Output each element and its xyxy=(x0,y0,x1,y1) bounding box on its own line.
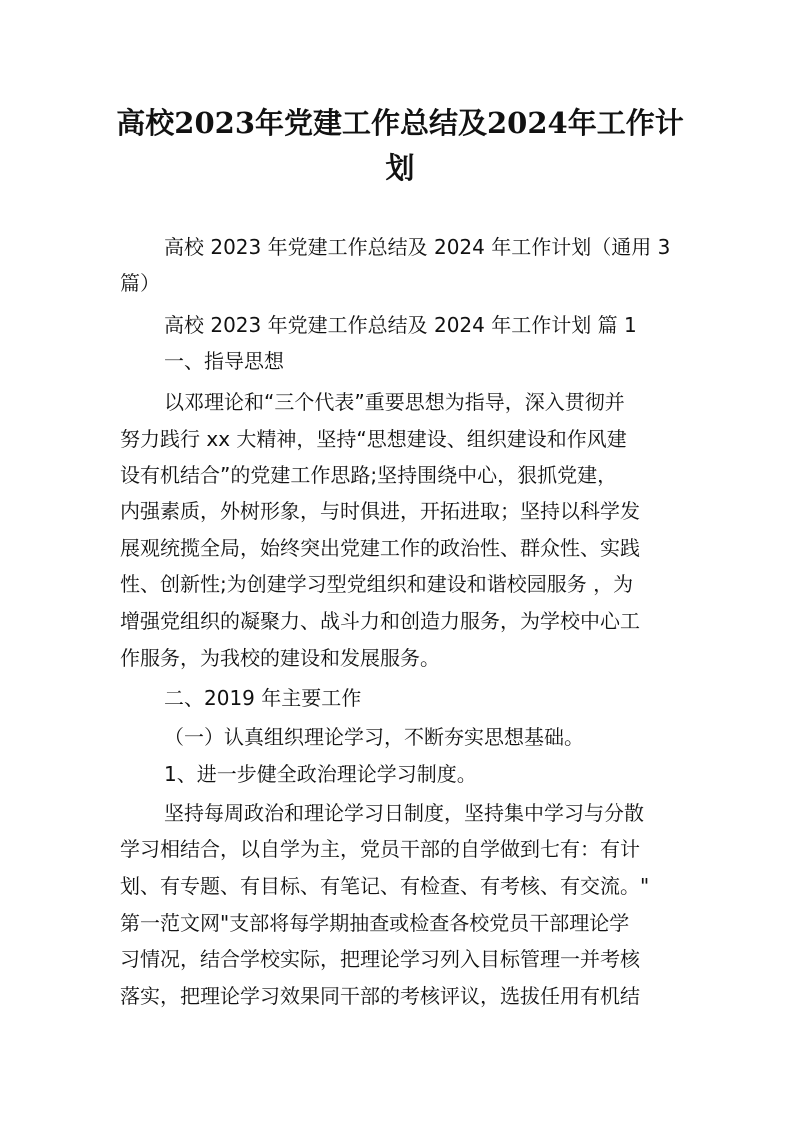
text-line: 性、创新性;为创建学习型党组织和建设和谐校园服务 ，为 xyxy=(120,572,634,596)
text-line: 努力践行 xx 大精神，坚持“思想建设、组织建设和作风建 xyxy=(120,427,627,451)
text-line: 作服务，为我校的建设和发展服务。 xyxy=(120,646,440,670)
text-line: 高校 2023 年党建工作总结及 2024 年工作计划 篇 1 xyxy=(164,313,637,337)
text-line: 高校 2023 年党建工作总结及 2024 年工作计划（通用 3 xyxy=(164,235,671,259)
text-line: 篇） xyxy=(120,271,160,295)
text-line: 坚持每周政治和理论学习日制度，坚持集中学习与分散 xyxy=(164,801,644,825)
text-line: 以邓理论和“三个代表”重要思想为指导，深入贯彻并 xyxy=(164,390,625,414)
text-line: 展观统揽全局，始终突出党建工作的政治性、群众性、实践 xyxy=(120,536,640,560)
text-line: 习情况，结合学校实际，把理论学习列入目标管理一并考核 xyxy=(120,947,640,971)
section-heading: 二、2019 年主要工作 xyxy=(164,686,362,710)
section-heading: 一、指导思想 xyxy=(164,349,284,373)
document-title-continued: 划 xyxy=(385,151,415,185)
text-line: 增强党组织的凝聚力、战斗力和创造力服务，为学校中心工 xyxy=(120,609,640,633)
text-line: 设有机结合”的党建工作思路;坚持围绕中心，狠抓党建， xyxy=(120,463,618,487)
text-line: 划、有专题、有目标、有笔记、有检查、有考核、有交流。" xyxy=(120,874,650,898)
text-line: 内强素质，外树形象，与时俱进，开拓进取；坚持以科学发 xyxy=(120,499,640,523)
document-title: 高校2023年党建工作总结及2024年工作计 xyxy=(116,106,684,140)
text-line: 学习相结合，以自学为主，党员干部的自学做到七有：有计 xyxy=(120,837,640,861)
subsection-heading: （一）认真组织理论学习，不断夯实思想基础。 xyxy=(164,725,584,749)
text-line: 1、进一步健全政治理论学习制度。 xyxy=(164,762,477,786)
text-line: 第一范文网"支部将每学期抽查或检查各校党员干部理论学 xyxy=(120,911,630,935)
text-line: 落实，把理论学习效果同干部的考核评议，选拔任用有机结 xyxy=(120,984,640,1008)
